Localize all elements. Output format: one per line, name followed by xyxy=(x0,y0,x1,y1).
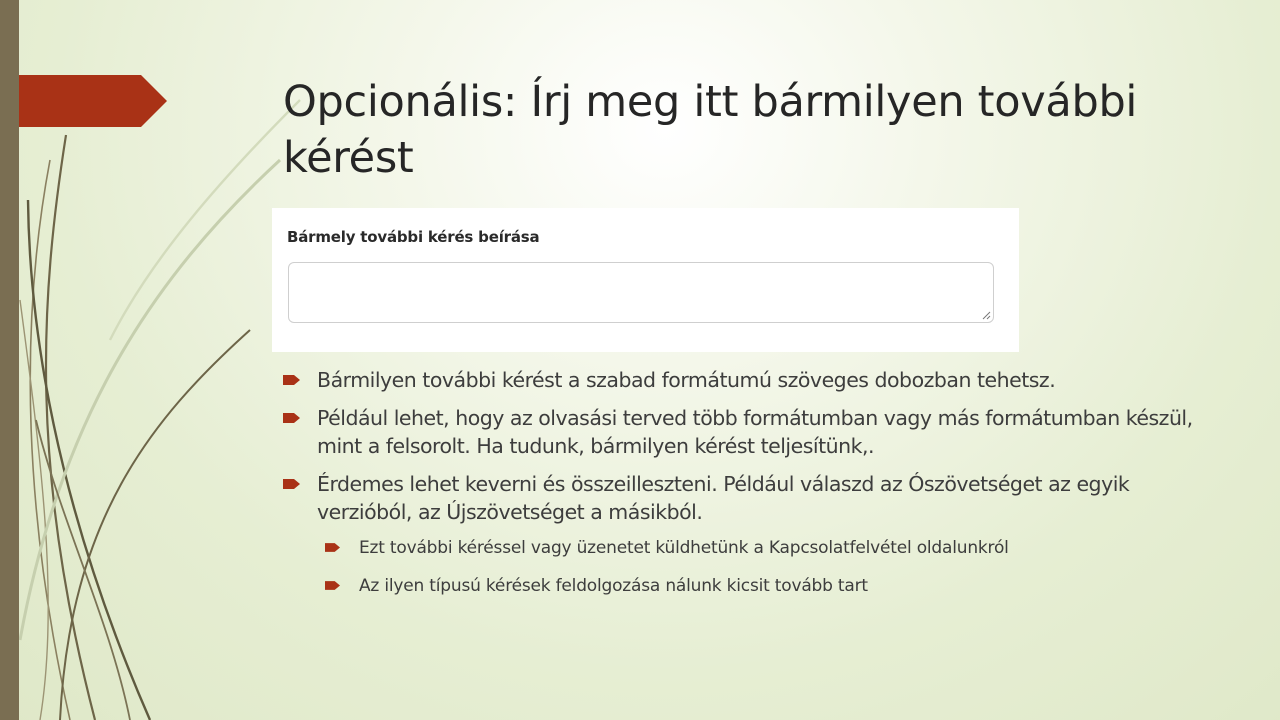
bullet-text: Ezt további kéréssel vagy üzenetet küldhetünk a Kapcsolatfelvétel oldalunkról xyxy=(359,538,1009,558)
form-label: Bármely további kérés beírása xyxy=(287,228,540,246)
bullet-item xyxy=(283,470,1213,526)
bullet-text: Érdemes lehet keverni és összeilleszteni. Például válaszd az Ószövetséget az egyik verzióból, az Újszövetséget a másikból. xyxy=(317,472,1130,524)
arrow-bullet-icon xyxy=(283,374,300,386)
bullet-item xyxy=(283,404,1213,460)
bullet-text: Például lehet, hogy az olvasási terved több formátumban vagy más formátumban készül, mint a felsorolt. Ha tudunk, bármilyen kérést teljesítünk,. xyxy=(317,406,1193,458)
bullet-text: Bármilyen további kérést a szabad formátumú szöveges dobozban tehetsz. xyxy=(317,368,1056,392)
slide-title: Opcionális: Írj meg itt bármilyen további kérést xyxy=(283,77,1138,183)
arrow-bullet-icon xyxy=(283,478,300,490)
bullet-text: Az ilyen típusú kérések feldolgozása nálunk kicsit tovább tart xyxy=(359,576,868,596)
sub-bullet-item xyxy=(325,536,1213,560)
resize-handle-icon[interactable] xyxy=(982,311,991,320)
arrow-bullet-icon xyxy=(283,412,300,424)
sub-bullet-item xyxy=(325,574,1213,598)
form-screenshot xyxy=(272,208,1019,352)
bullet-list xyxy=(283,366,1213,612)
arrow-bullet-icon xyxy=(325,580,340,591)
arrow-accent-shape xyxy=(0,0,170,720)
bullet-item xyxy=(283,366,1213,394)
arrow-bullet-icon xyxy=(325,542,340,553)
request-textarea[interactable] xyxy=(288,262,994,323)
